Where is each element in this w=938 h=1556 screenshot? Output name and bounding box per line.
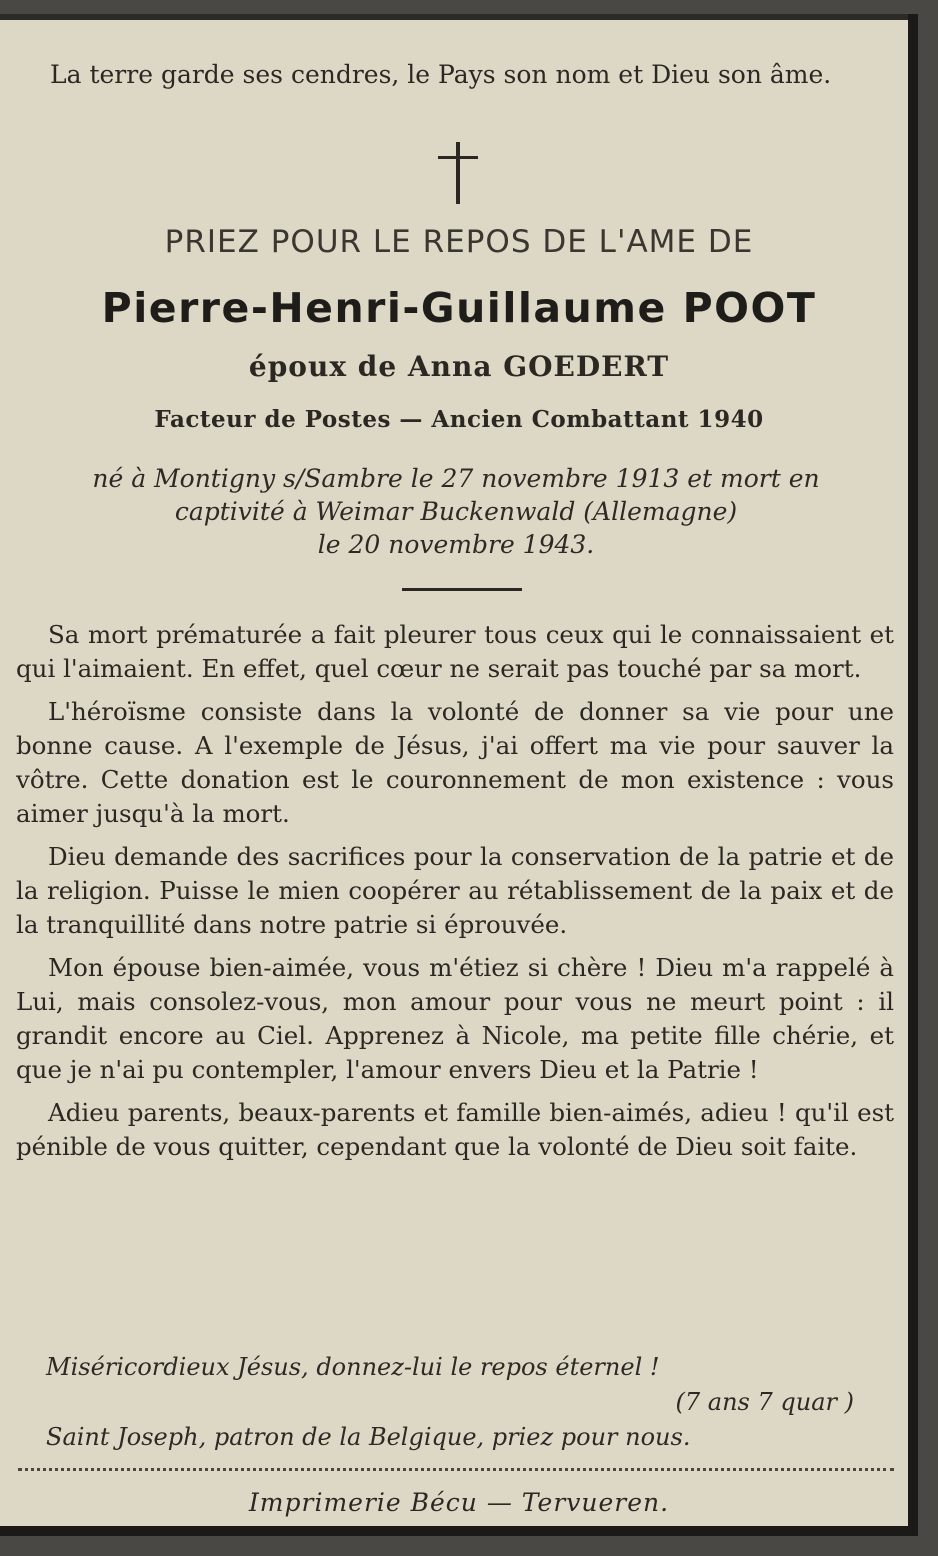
birth-death-line-2: captivité à Weimar Buckenwald (Allemagne) [174,497,738,526]
birth-death-line-1: né à Montigny s/Sambre le 27 novembre 1913 et mort en [92,464,820,493]
paragraph-1: Sa mort prématurée a fait pleurer tous ceux qui le connaissaient et qui l'aimaient. En effet, quel cœur ne serait pas touché par sa mort. [16,620,894,683]
cross-icon [438,142,478,206]
closing-prayers [16,1350,894,1455]
paragraph-2: L'héroïsme consiste dans la volonté de donner sa vie pour une bonne cause. A l'exemple de Jésus, j'ai offert ma vie pour sauver la vôtre. Cette donation est le couronnement de mon existence : vous aimer jusqu'à la mort. [16,697,894,828]
birth-death-line-3: le 20 novembre 1943. [317,530,595,559]
paragraph-5: Adieu parents, beaux-parents et famille bien-aimés, adieu ! qu'il est pénible de vous quitter, cependant que la volonté de Dieu soit faite. [16,1098,894,1161]
printer-credit: Imprimerie Bécu — Tervueren. [248,1488,670,1517]
occupation-line: Facteur de Postes — Ancien Combattant 1940 [154,406,764,433]
memorial-card [0,14,918,1536]
closing-invocation: Saint Joseph, patron de la Belgique, priez pour nous. [46,1423,691,1451]
cross-horizontal-bar [438,156,478,159]
deceased-name: Pierre-Henri-Guillaume POOT [101,284,817,332]
birth-death-block [16,462,896,561]
testament-text [16,618,894,1173]
indulgence-note: (7 ans 7 quar ) [675,1388,854,1416]
divider-rule [402,588,522,591]
paragraph-3: Dieu demande des sacrifices pour la conservation de la patrie et de la religion. Puisse le mien coopérer au rétablissement de la paix et de la tranquillité dans notre patrie si éprouvée. [16,842,894,939]
dotted-divider [18,1468,894,1471]
paragraph-4: Mon épouse bien-aimée, vous m'étiez si chère ! Dieu m'a rappelé à Lui, mais consolez-vous, mon amour pour vous ne meurt point : il grandit encore au Ciel. Apprenez à Nicole, ma petite fille chérie, et que je n'ai pu contempler, l'amour envers Dieu et la Patrie ! [16,953,894,1084]
prayer-heading: PRIEZ POUR LE REPOS DE L'AME DE [164,224,754,260]
epigraph: La terre garde ses cendres, le Pays son nom et Dieu son âme. [50,60,832,89]
closing-prayer: Miséricordieux Jésus, donnez-lui le repos éternel ! [46,1353,660,1381]
cross-vertical-bar [456,142,460,204]
spouse-line: époux de Anna GOEDERT [248,350,670,383]
